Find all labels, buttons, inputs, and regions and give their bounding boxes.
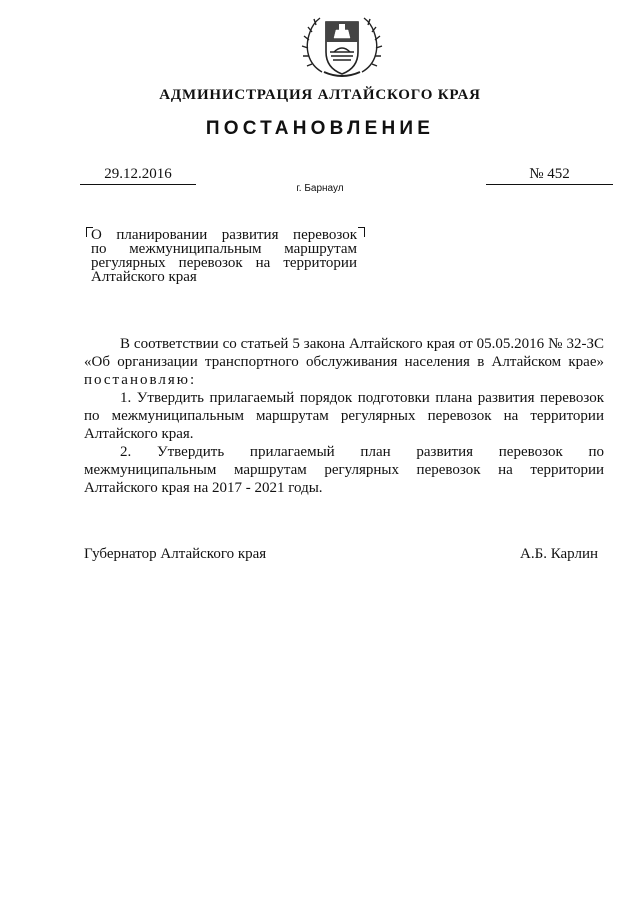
decree-number: № 452 [486, 166, 613, 185]
administration-title: АДМИНИСТРАЦИЯ АЛТАЙСКОГО КРАЯ [159, 87, 481, 103]
subject-line: по межмуниципальным маршрутам [91, 241, 357, 257]
signer-name: А.Б. Карлин [520, 546, 599, 562]
subject-heading [91, 228, 357, 284]
preamble-paragraph [84, 335, 604, 389]
item-2-paragraph: 2. Утвердить прилагаемый план развития перевозок по межмуниципальным маршрутам регулярных перевозок на территории Алтайского края на 2017 - 2021 годы. [84, 444, 604, 496]
document-type-title: ПОСТАНОВЛЕНИЕ [205, 118, 435, 139]
decree-date: 29.12.2016 [80, 166, 196, 185]
coat-of-arms-icon [300, 8, 384, 82]
preamble-text: В соответствии со статьей 5 закона Алтайского края от 05.05.2016 № 32-ЗС «Об организации транспортного обслуживания населения в Алтайском крае» [84, 336, 604, 370]
item-1-paragraph: 1. Утвердить прилагаемый порядок подготовки плана развития перевозок по межмуниципальным маршрутам регулярных перевозок на территории Алтайского края. [84, 390, 604, 442]
subject-line: регулярных перевозок на территории [91, 255, 357, 271]
subject-bracket-right [358, 227, 365, 237]
preamble-end: : [189, 372, 195, 388]
signer-position: Губернатор Алтайского края [84, 546, 267, 562]
decree-body [84, 335, 604, 497]
decree-word: постановляю [84, 372, 190, 388]
city-label: г. Барнаул [296, 183, 344, 194]
subject-line: Алтайского края [91, 269, 197, 285]
subject-line: О планировании развития перевозок [91, 227, 357, 243]
